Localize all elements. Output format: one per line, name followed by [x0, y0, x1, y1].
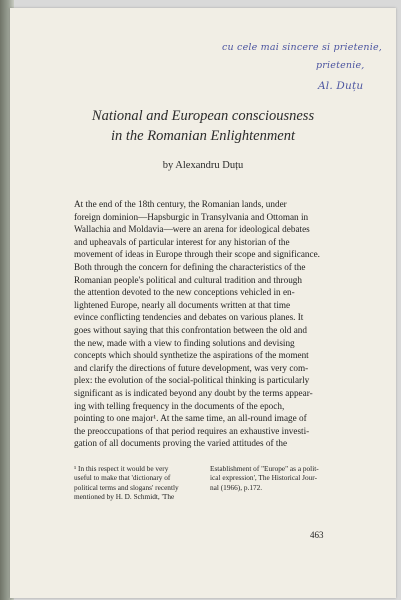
body-line: evince conflicting tendencies and debates on various planes. It — [74, 312, 304, 323]
body-line: ing with telling frequency in the documents of the epoch, — [74, 400, 285, 411]
footnote-line: useful to make that 'dictionary of — [74, 473, 171, 483]
body-line: Romanian people's political and cultural tradition and through — [74, 274, 302, 285]
body-line: significant as is indicated beyond any doubt by the terms appear- — [74, 387, 313, 398]
footnote-line: ¹ In this respect it would be very — [74, 464, 169, 473]
article-body — [74, 198, 336, 450]
body-line: movement of ideas in Europe through their scope and significance. — [74, 249, 320, 260]
body-line: the preoccupations of that period requires an exhaustive investi- — [74, 425, 310, 436]
handwritten-signature: Al. Duțu — [318, 80, 364, 92]
body-line: concepts which should synthetize the aspirations of the moment — [74, 350, 309, 361]
body-line: pointing to one major¹. At the same time, an all-round image of — [74, 413, 307, 424]
handwritten-dedication-line2: prietenie, — [316, 60, 365, 71]
body-line: goes without saying that this confrontation between the old and — [74, 324, 307, 335]
body-line: Both through the concern for defining the characteristics of the — [74, 261, 306, 272]
body-line: gation of all documents proving the varied attitudes of the — [74, 438, 288, 449]
body-line: Wallachia and Moldavia—were an arena for ideological debates — [74, 224, 310, 235]
footnote-left-column — [74, 464, 179, 501]
body-line: and upheavals of particular interest for any historian of the — [74, 236, 290, 247]
body-line: lightened Europe, nearly all documents written at that time — [74, 299, 291, 310]
footnote-right-column — [210, 464, 319, 492]
body-line: the new, made with a view to finding solutions and devising — [74, 337, 295, 348]
body-line: foreign dominion—Hapsburgic in Transylvania and Ottoman in — [74, 211, 309, 222]
footnote-line: ical expression', The Historical Jour- — [210, 473, 318, 483]
footnote-line: mentioned by H. D. Schmidt, 'The — [74, 491, 175, 501]
handwritten-dedication-line1: cu cele mai sincere si prietenie, — [222, 42, 383, 53]
footnote-line: nal (1966), p.172. — [210, 482, 263, 492]
article-author: by Alexandru Duțu — [162, 160, 244, 171]
page-number: 463 — [310, 530, 324, 540]
article-title-line2: in the Romanian Enlightenment — [110, 128, 296, 144]
body-line: the attention devoted to the new conceptions vehicled in en- — [74, 287, 295, 298]
body-line: and clarify the directions of future development, was very com- — [74, 362, 309, 373]
footnote-line: political terms and slogans' recently — [74, 482, 179, 492]
document-page — [10, 8, 396, 598]
body-line: plex: the evolution of the social-political thinking is particularly — [74, 375, 310, 386]
article-title-line1: National and European consciousness — [91, 108, 315, 124]
footnote-line: Establishment of "Europe" as a polit- — [210, 464, 319, 473]
body-line: At the end of the 18th century, the Romanian lands, under — [74, 199, 287, 209]
